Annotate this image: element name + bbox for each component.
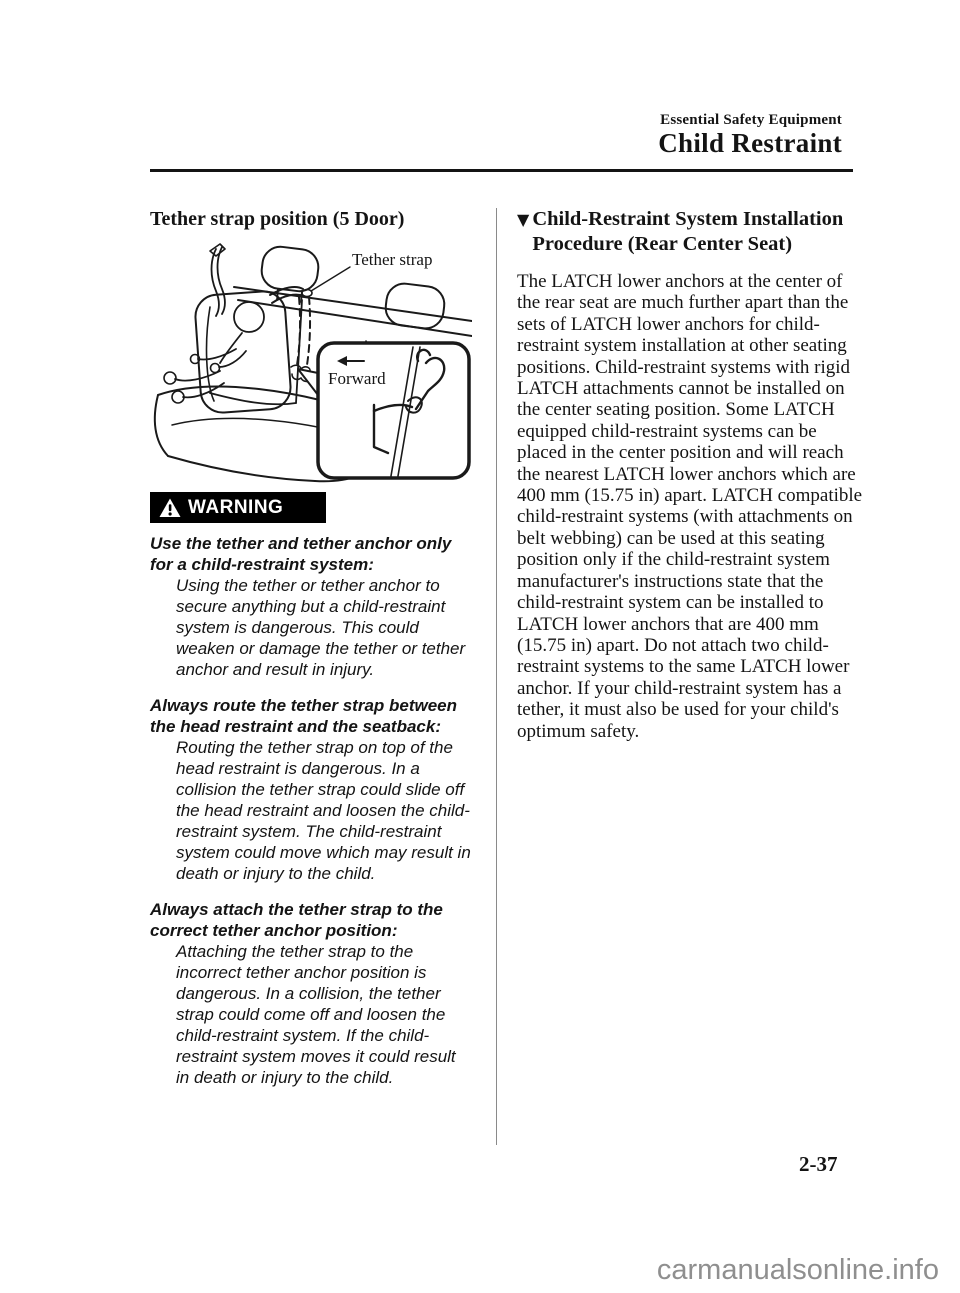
shelf-line-bottom	[238, 300, 472, 336]
callout-pointer	[298, 369, 318, 395]
tether-strap-figure	[150, 243, 472, 483]
tether-strap-dashed-2	[307, 297, 310, 365]
child-seat-shell	[194, 290, 292, 414]
child-arm-1	[198, 349, 236, 360]
warning-item	[150, 533, 472, 680]
child-foot-1	[164, 372, 176, 384]
warning-banner	[150, 492, 326, 523]
page-title: Child Restraint	[658, 128, 842, 158]
warning-lead: Always route the tether strap between the head restraint and the seatback:	[150, 696, 458, 736]
headrest-left	[260, 245, 321, 294]
warning-item	[150, 695, 472, 884]
headrest-right	[384, 282, 447, 331]
column-divider	[496, 208, 497, 1145]
warning-title: WARNING	[188, 496, 284, 518]
warning-triangle-icon	[159, 498, 181, 518]
header-section-label: Essential Safety Equipment	[660, 112, 842, 128]
page-number: 2-37	[799, 1152, 838, 1176]
warning-body: Routing the tether strap on top of the head restraint is dangerous. In a collision the tether strap could slide off the head restraint and loosen the child-restraint system. The child-restraint system could move which may result in death or injury to the child.	[176, 738, 471, 883]
section-heading-text	[532, 207, 843, 257]
header-rule	[150, 169, 853, 172]
right-column	[517, 207, 863, 742]
warning-lead: Always attach the tether strap to the correct tether anchor position:	[150, 900, 443, 940]
seat-belt-buckle	[210, 244, 225, 256]
cushion-left	[155, 395, 168, 456]
figure-label-forward: Forward	[328, 369, 386, 388]
watermark-text: carmanualsonline.info	[656, 1254, 939, 1286]
section-heading-installation-procedure	[517, 207, 863, 257]
installation-procedure-paragraph: The LATCH lower anchors at the center of the rear seat are much further apart than the sets of LATCH lower anchors for child-restraint system installation at other seating positions. Child-restraint systems with rigid LATCH attachments cannot be installed on the center seating position. Some LATCH equipped child-restraint systems can be placed in the center position and will reach the nearest LATCH lower anchors which are 400 mm (15.75 in) apart. LATCH compatible child-restraint systems (with attachments on belt webbing) can be used at this seating position only if the child-restraint system manufacturer's instructions state that the child-restraint system can be installed to LATCH lower anchors that are 400 mm (15.75 in) apart. Do not attach two child-restraint systems to the same LATCH lower anchor. If your child-restraint system has a tether, it must also be used for your child's optimum safety.	[517, 271, 863, 742]
section-heading-tether-strap-position: Tether strap position (5 Door)	[150, 208, 405, 230]
warning-item	[150, 899, 472, 1088]
warning-lead: Use the tether and tether anchor only for a child-restraint system:	[150, 534, 452, 574]
section-marker-triangle-icon: ▼	[517, 210, 530, 229]
heading-line-2: Procedure (Rear Center Seat)	[532, 233, 793, 255]
tether-strap-illustration	[150, 243, 472, 483]
heading-line-1: Child-Restraint System Installation	[532, 208, 844, 230]
warning-body: Using the tether or tether anchor to secure anything but a child-restraint system is dangerous. This could weaken or damage the tether or tether anchor and result in injury.	[176, 576, 466, 679]
cushion-bottom	[168, 456, 315, 481]
figure-label-tether-strap: Tether strap	[352, 250, 433, 269]
child-head	[234, 302, 264, 332]
warning-body: Attaching the tether strap to the incorrect tether anchor position is dangerous. In a collision, the tether strap could come off and loosen the child-restraint system. If the child-restraint system moves it could result in death or injury to the child.	[176, 942, 456, 1087]
left-column	[150, 207, 472, 1088]
